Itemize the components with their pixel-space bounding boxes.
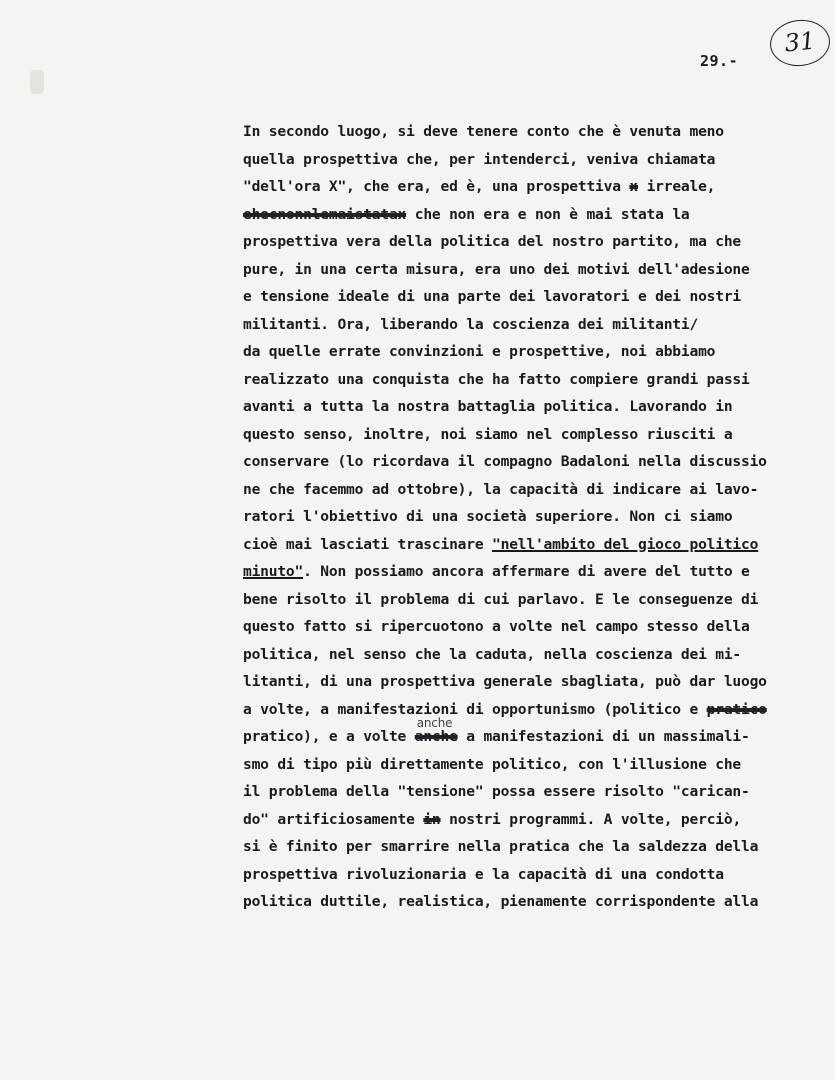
- struck-text: pratico: [706, 700, 767, 718]
- underlined-text: minuto": [243, 563, 304, 580]
- text-segment: pratico), e a volte: [243, 728, 407, 745]
- text-segment: nostri programmi. A volte, perciò,: [449, 810, 742, 828]
- text-line: [243, 806, 833, 834]
- text-line: conservare (lo ricordava il compagno Badaloni nella discussio: [243, 453, 767, 470]
- text-line: prospettiva vera della politica del nostro partito, ma che: [243, 233, 741, 250]
- text-line: questo fatto si ripercuotono a volte nel campo stesso della: [243, 618, 750, 635]
- text-line: realizzato una conquista che ha fatto compiere grandi passi: [243, 370, 750, 388]
- text-line: ne che facemmo ad ottobre), la capacità di indicare ai lavo-: [243, 480, 759, 498]
- text-segment: "dell'ora X", che era, ed è, una prospettiva: [243, 178, 621, 195]
- text-segment: do" artificiosamente: [243, 810, 415, 828]
- text-line: politica, nel senso che la caduta, nella coscienza dei mi-: [243, 645, 741, 663]
- text-line: politica duttile, realistica, pienamente corrispondente alla: [243, 893, 759, 910]
- text-line: In secondo luogo, si deve tenere conto che è venuta meno: [243, 123, 724, 140]
- text-line: pure, in una certa misura, era uno dei motivi dell'adesione: [243, 260, 750, 278]
- text-line: litanti, di una prospettiva generale sbagliata, può dar luogo: [243, 673, 767, 690]
- text-line: [243, 716, 833, 751]
- text-line: [243, 531, 833, 559]
- page-number: 29.-: [700, 52, 739, 70]
- struck-text: ehecnonnlemaistatax: [243, 205, 407, 223]
- text-line: militanti. Ora, liberando la coscienza dei militanti/: [243, 315, 699, 333]
- text-line: [243, 696, 833, 724]
- text-segment: irreale,: [646, 178, 716, 195]
- text-line: da quelle errate convinzioni e prospettive, noi abbiamo: [243, 343, 716, 360]
- archive-page-mark: 31: [768, 17, 832, 69]
- text-line: il problema della "tensione" possa essere risolto "carican-: [243, 783, 750, 800]
- text-line: [243, 558, 833, 586]
- text-line: [243, 201, 833, 229]
- typed-body-text: [243, 118, 833, 916]
- underlined-text: "nell'ambito del gioco politico: [492, 535, 759, 553]
- text-line: prospettiva rivoluzionaria e la capacità di una condotta: [243, 865, 724, 883]
- text-line: bene risolto il problema di cui parlavo. E le conseguenze di: [243, 590, 759, 608]
- struck-text: anche: [414, 728, 458, 745]
- text-segment: cioè mai lasciati trascinare: [243, 535, 484, 553]
- text-line: si è finito per smarrire nella pratica che la saldezza della: [243, 838, 759, 855]
- struck-text: in: [423, 810, 441, 828]
- paper-smudge: [30, 70, 44, 94]
- text-line: [243, 173, 833, 201]
- text-line: smo di tipo più direttamente politico, con l'illusione che: [243, 755, 741, 773]
- text-line: quella prospettiva che, per intenderci, veniva chiamata: [243, 150, 716, 168]
- struck-text: x: [629, 178, 638, 195]
- text-segment: che non era e non è mai stata la: [414, 205, 690, 223]
- text-line: avanti a tutta la nostra battaglia politica. Lavorando in: [243, 398, 733, 415]
- text-segment: . Non possiamo ancora affermare di avere del tutto e: [303, 563, 750, 580]
- text-line: ratori l'obiettivo di una società superiore. Non ci siamo: [243, 508, 733, 525]
- text-line: questo senso, inoltre, noi siamo nel complesso riusciti a: [243, 425, 733, 443]
- text-segment: a manifestazioni di un massimali-: [466, 728, 750, 745]
- text-segment: a volte, a manifestazioni di opportunismo (politico e: [243, 700, 699, 718]
- text-line: e tensione ideale di una parte dei lavoratori e dei nostri: [243, 288, 741, 305]
- handwritten-insertion: anche: [416, 716, 453, 730]
- correction-group: [414, 716, 458, 751]
